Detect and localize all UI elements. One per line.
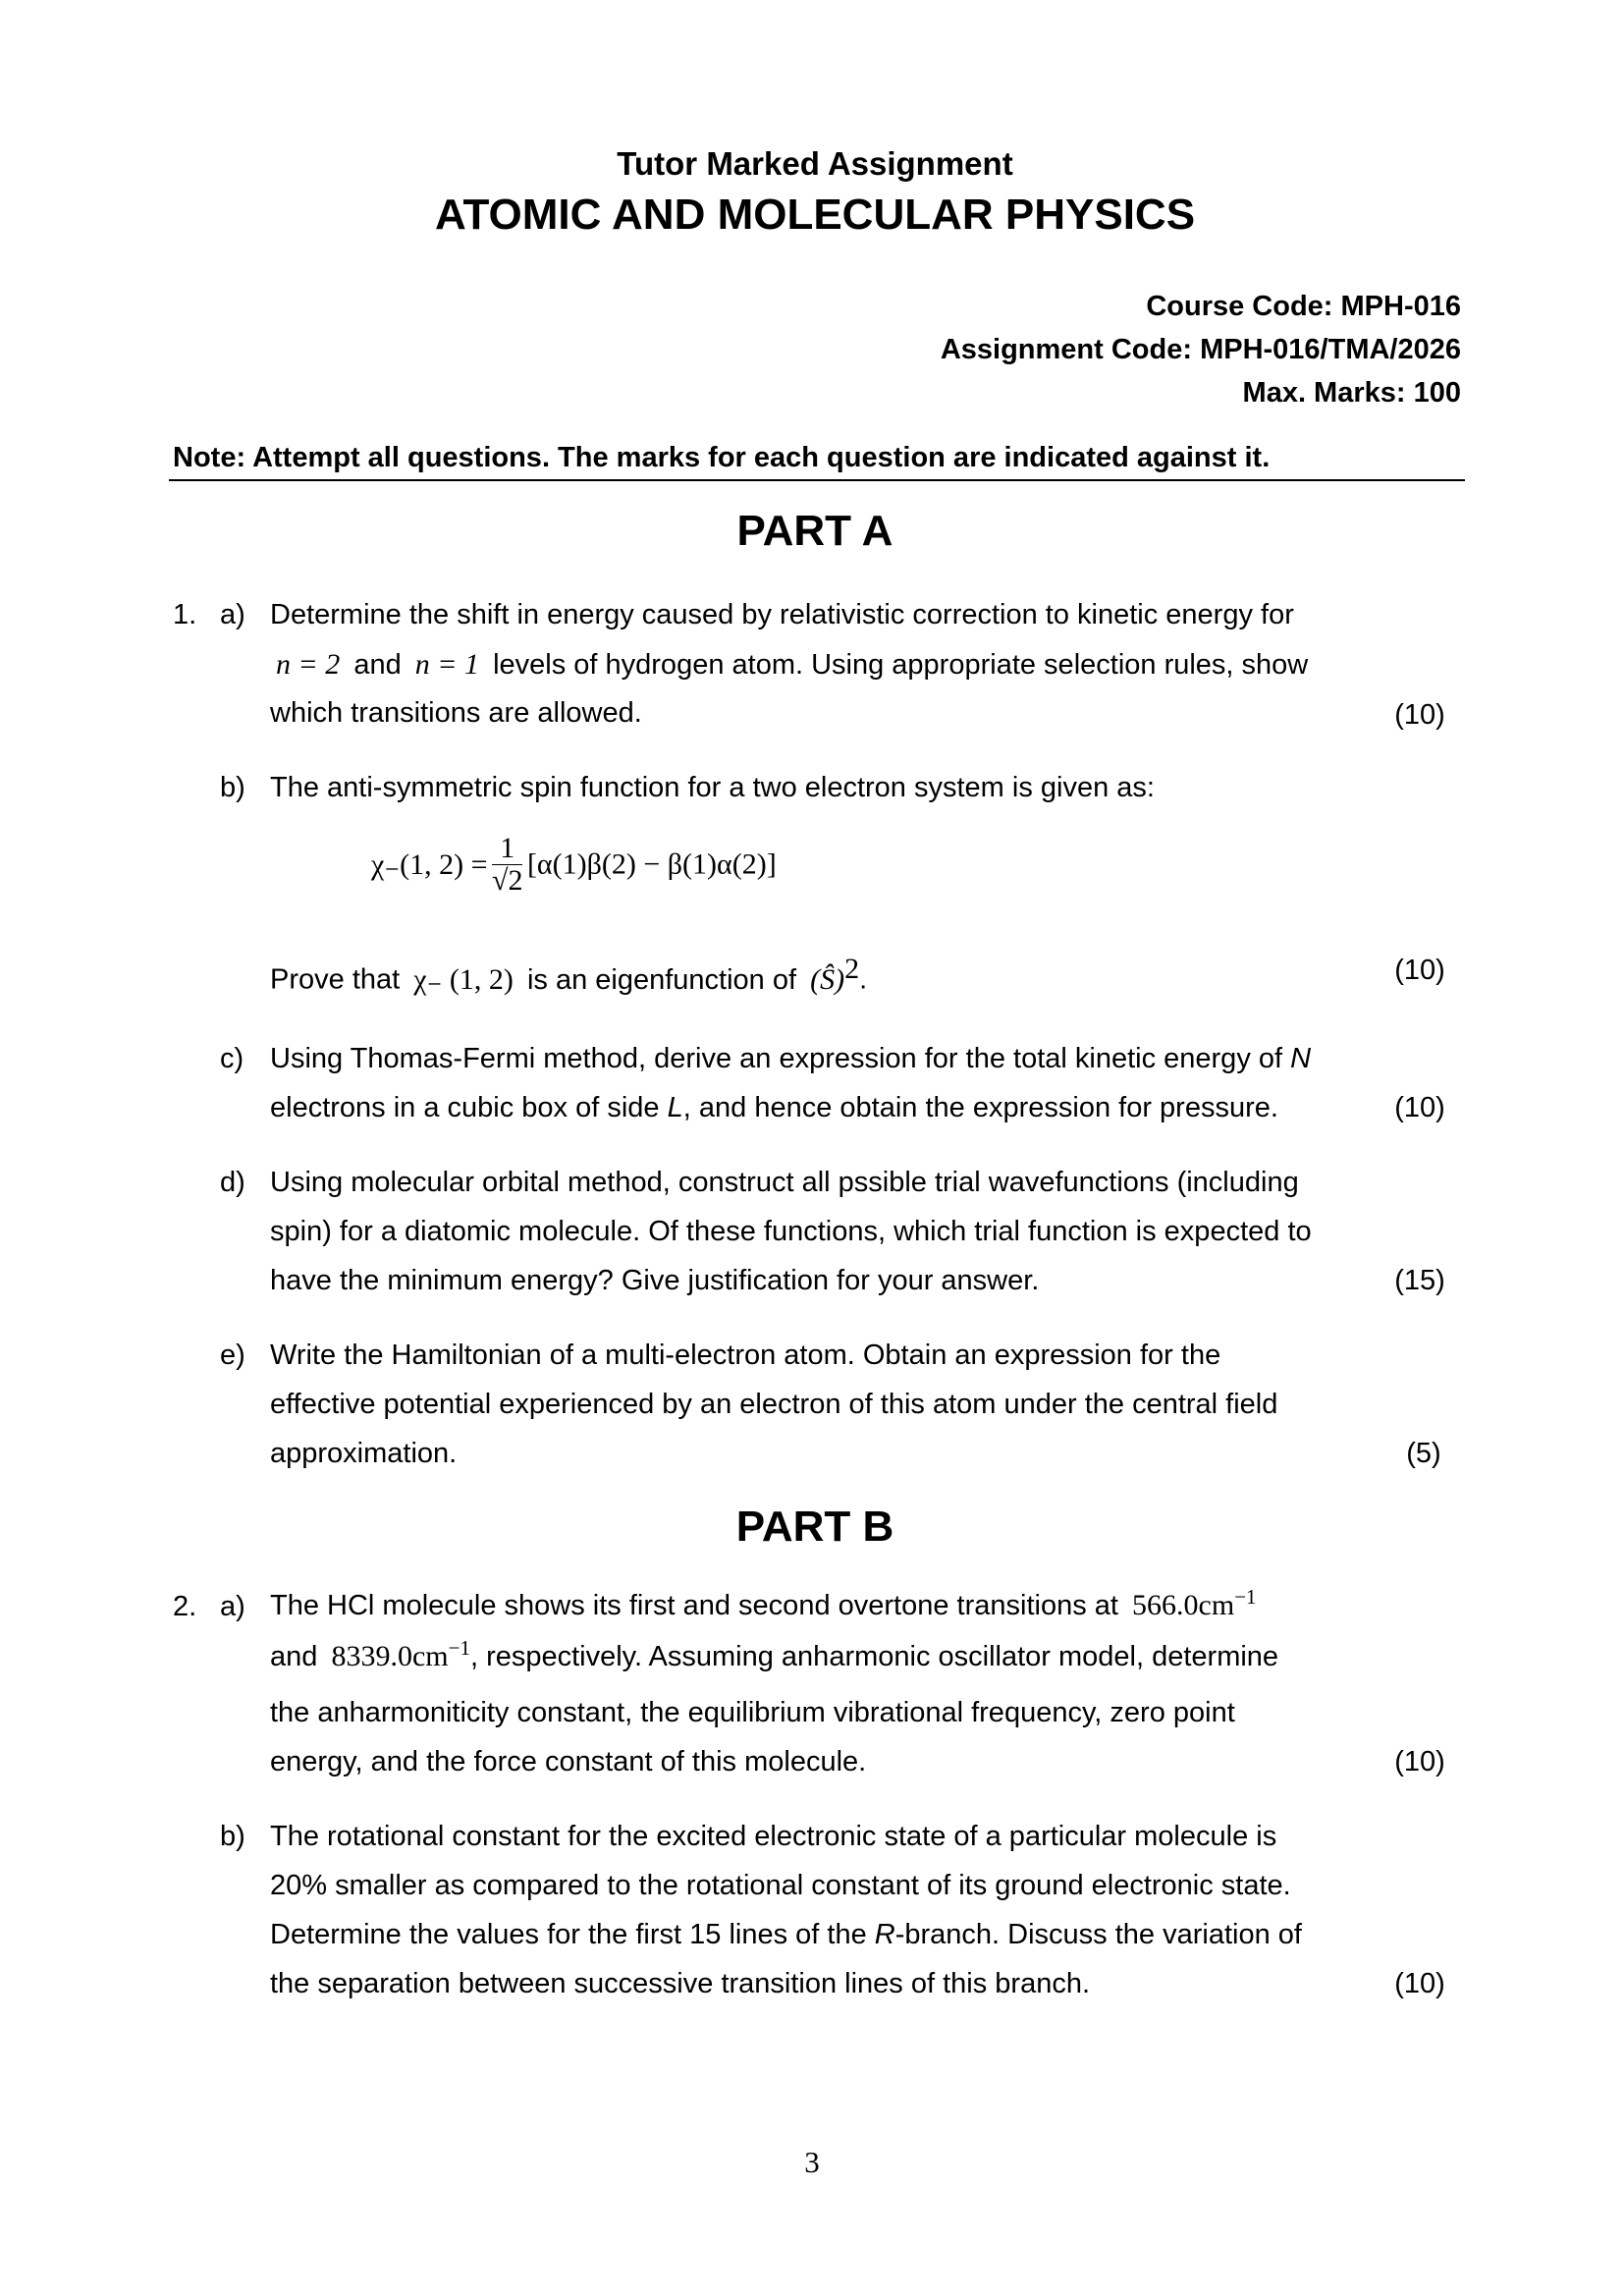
max-marks: Max. Marks: 100 bbox=[1242, 377, 1461, 409]
divider bbox=[169, 479, 1465, 481]
q2a-line-1 bbox=[270, 1585, 1257, 1622]
variable-n: N bbox=[1290, 1043, 1312, 1074]
q1a-line-2 bbox=[270, 648, 1308, 682]
subquestion-label: b) bbox=[220, 772, 245, 803]
subquestion-label: a) bbox=[220, 599, 245, 630]
subquestion-label: e) bbox=[220, 1339, 245, 1371]
prove-mid-text: is an eigenfunction of bbox=[526, 963, 797, 996]
instructions-note: Note: Attempt all questions. The marks for each question are indicated against it. bbox=[173, 442, 1271, 473]
page-number: 3 bbox=[804, 2145, 820, 2179]
q1e-line-1: Write the Hamiltonian of a multi-electron atom. Obtain an expression for the bbox=[270, 1339, 1221, 1371]
variable-l: L bbox=[667, 1092, 683, 1123]
marks-q1b: (10) bbox=[1394, 955, 1445, 986]
q2b-line-2: 20% smaller as compared to the rotational constant of its ground electronic state. bbox=[270, 1870, 1291, 1901]
spin-function-equation bbox=[371, 833, 777, 897]
q1a-line-3: which transitions are allowed. bbox=[270, 697, 642, 729]
question-number: 2. bbox=[173, 1591, 197, 1622]
part-a-heading: PART A bbox=[736, 507, 893, 555]
q2b-line-3-end: -branch. Discuss the variation of bbox=[894, 1919, 1302, 1950]
q2a-line-3: the anharmoniticity constant, the equilibrium vibrational frequency, zero point bbox=[270, 1697, 1235, 1728]
q2a-line-4: energy, and the force constant of this molecule. bbox=[270, 1746, 867, 1777]
q2b-line-4: the separation between successive transition lines of this branch. bbox=[270, 1968, 1091, 1999]
question-number: 1. bbox=[173, 599, 197, 630]
marks-q1a: (10) bbox=[1394, 699, 1445, 731]
q2a-line-2-text: , respectively. Assuming anharmonic oscillator model, determine bbox=[469, 1641, 1279, 1672]
marks-q1e: (5) bbox=[1406, 1438, 1441, 1469]
conjunction: and bbox=[270, 1641, 318, 1672]
chi-minus-symbol: χ₋ (1, 2) bbox=[413, 962, 514, 996]
subquestion-label: d) bbox=[220, 1167, 245, 1198]
period: . bbox=[859, 963, 868, 996]
q1d-line-2: spin) for a diatomic molecule. Of these functions, which trial function is expected to bbox=[270, 1216, 1312, 1247]
q1c-line-2-end: , and hence obtain the expression for pressure. bbox=[682, 1092, 1278, 1123]
n-equals-2: n = 2 bbox=[276, 648, 341, 681]
marks-q2b: (10) bbox=[1394, 1968, 1445, 1999]
exponent: 2 bbox=[844, 953, 860, 985]
variable-r: R bbox=[874, 1919, 895, 1950]
subquestion-label: a) bbox=[220, 1591, 245, 1622]
q1a-line-1: Determine the shift in energy caused by relativistic correction to kinetic energy for bbox=[270, 599, 1294, 630]
prove-text: Prove that bbox=[270, 963, 401, 996]
conjunction: and bbox=[353, 649, 402, 681]
q2b-line-3 bbox=[270, 1919, 1302, 1951]
q1c-line-1-text: Using Thomas-Fermi method, derive an expression for the total kinetic energy of bbox=[270, 1043, 1283, 1074]
document-subtitle: Tutor Marked Assignment bbox=[617, 145, 1013, 182]
marks-q1c: (10) bbox=[1394, 1092, 1445, 1123]
wavenumber-1: $566.0cm^{-1}$ bbox=[1132, 1585, 1257, 1621]
equation-lhs: χ₋(1, 2) = bbox=[371, 848, 488, 881]
marks-q1d: (15) bbox=[1394, 1265, 1445, 1296]
q1c-line-2 bbox=[270, 1092, 1278, 1124]
q1e-line-3: approximation. bbox=[270, 1438, 458, 1469]
n-equals-1: n = 1 bbox=[414, 648, 480, 681]
q1d-line-3: have the minimum energy? Give justification for your answer. bbox=[270, 1265, 1040, 1296]
q2b-line-3-text: Determine the values for the first 15 lines of the bbox=[270, 1919, 867, 1950]
subquestion-label: c) bbox=[220, 1043, 244, 1074]
document-title: ATOMIC AND MOLECULAR PHYSICS bbox=[434, 191, 1196, 239]
wavenumber-2: $8339.0cm^{-1}$ bbox=[331, 1636, 470, 1672]
fraction-one-over-root-two: $\frac{1}{√2}$ bbox=[492, 832, 523, 897]
course-code: Course Code: MPH-016 bbox=[1146, 291, 1461, 322]
q1d-line-1: Using molecular orbital method, construct all pssible trial wavefunctions (including bbox=[270, 1167, 1299, 1198]
subquestion-label: b) bbox=[220, 1821, 245, 1852]
q1b-line-1: The anti-symmetric spin function for a two electron system is given as: bbox=[270, 772, 1155, 803]
q1c-line-2-text: electrons in a cubic box of side bbox=[270, 1092, 660, 1123]
assignment-code: Assignment Code: MPH-016/TMA/2026 bbox=[940, 334, 1461, 365]
q1a-line-2-text: levels of hydrogen atom. Using appropriate selection rules, show bbox=[493, 649, 1309, 681]
q2a-line-2 bbox=[270, 1636, 1278, 1673]
q1b-prove-line bbox=[270, 953, 867, 997]
q2b-line-1: The rotational constant for the excited electronic state of a particular molecule is bbox=[270, 1821, 1277, 1852]
equation-rhs: [α(1)β(2) − β(1)α(2)] bbox=[526, 847, 777, 881]
q1e-line-2: effective potential experienced by an electron of this atom under the central field bbox=[270, 1389, 1278, 1420]
q1c-line-1 bbox=[270, 1043, 1311, 1075]
q2a-line-1-text: The HCl molecule shows its first and second overtone transitions at bbox=[270, 1590, 1118, 1621]
marks-q2a: (10) bbox=[1394, 1746, 1445, 1777]
spin-operator: (Ŝ) bbox=[810, 962, 845, 996]
part-b-heading: PART B bbox=[735, 1503, 894, 1551]
